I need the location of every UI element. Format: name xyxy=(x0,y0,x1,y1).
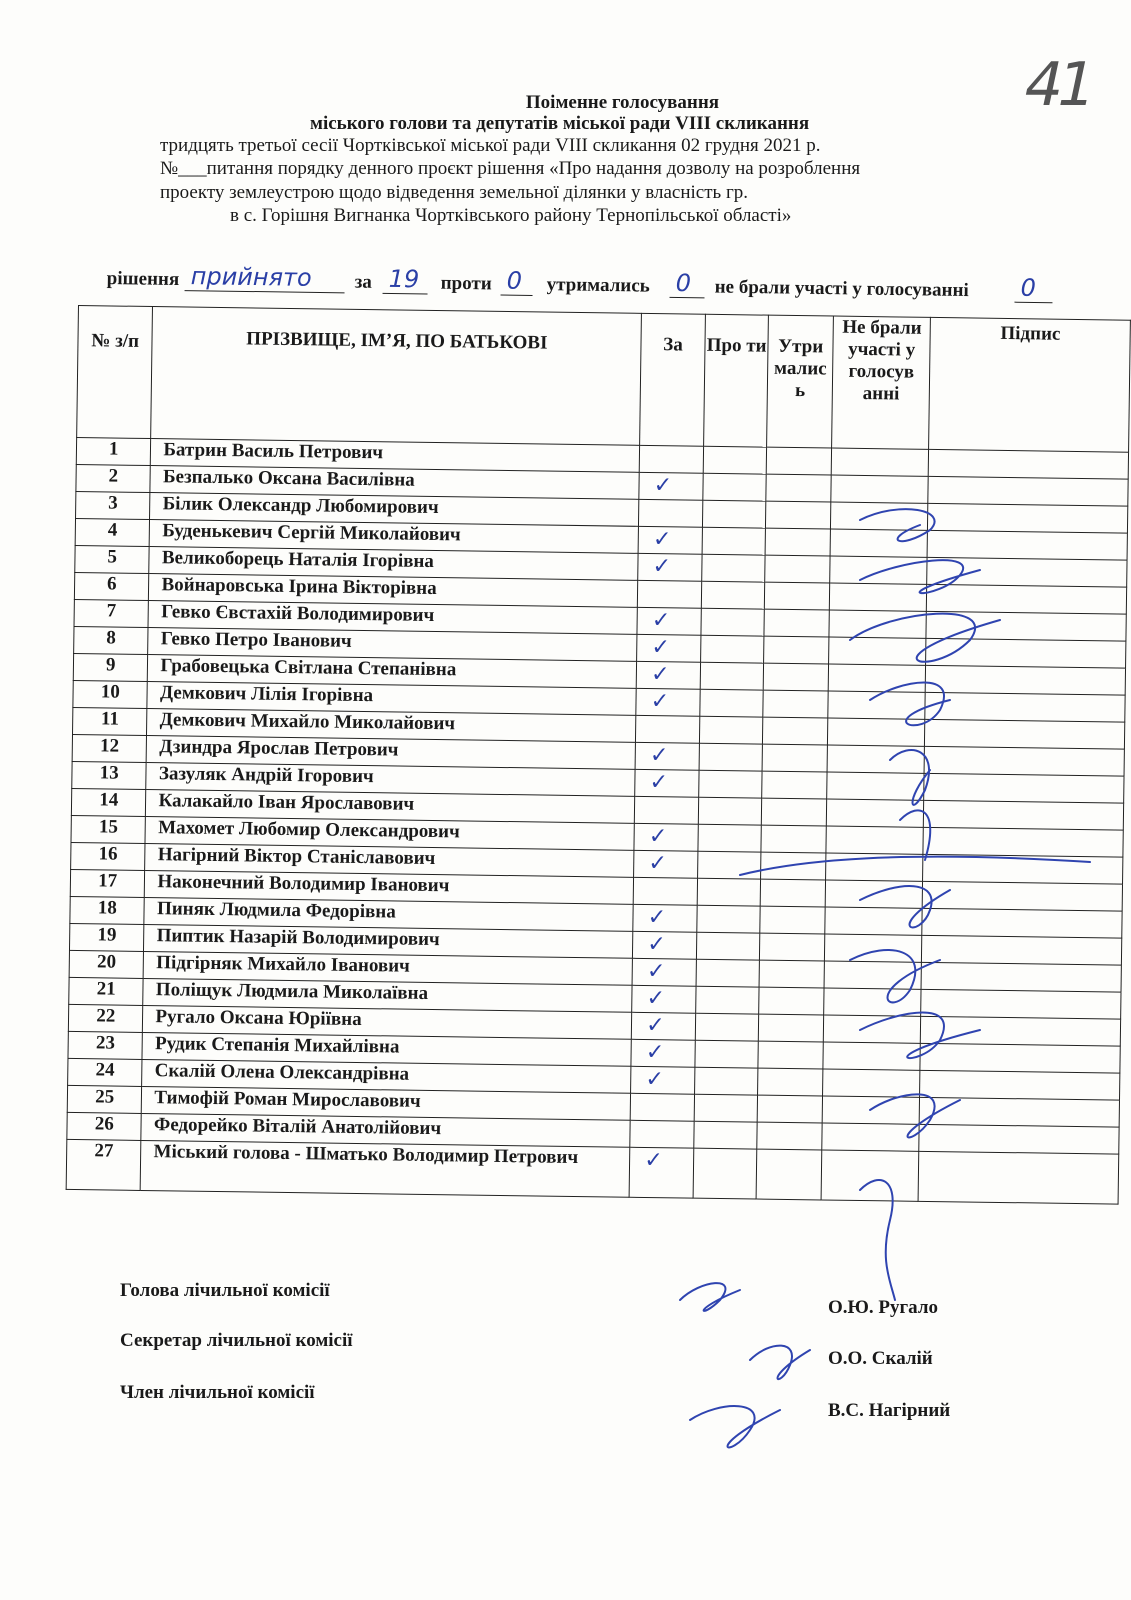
absent-label: не брали участі у голосуванні xyxy=(714,276,969,302)
vote-absent-cell xyxy=(830,529,928,557)
vote-against-cell xyxy=(697,905,761,933)
signature-cell xyxy=(926,611,1126,641)
vote-abstain-cell xyxy=(766,474,831,502)
signature-cell xyxy=(923,827,1123,857)
signature-cell xyxy=(925,692,1125,722)
check-mark-icon: ✓ xyxy=(646,1013,665,1039)
signature-cell xyxy=(924,773,1124,803)
row-name: Калакайло Іван Ярославович xyxy=(146,789,635,823)
vote-against-cell xyxy=(701,608,765,636)
row-name: Поліщук Людмила Миколаївна xyxy=(143,978,632,1012)
for-label: за xyxy=(354,271,372,293)
vote-absent-cell xyxy=(827,745,925,773)
decision-row xyxy=(106,258,1081,312)
vote-against-cell xyxy=(700,635,764,663)
vote-for-cell xyxy=(633,877,697,905)
check-mark-icon: ✓ xyxy=(649,770,669,796)
decision-label: рішення xyxy=(106,267,180,291)
session-line: тридцять третьої сесії Чортківської міської ради VIII скликання 02 грудня 2021 р. xyxy=(160,135,821,156)
vote-absent-cell xyxy=(830,502,928,530)
question-line-2: проекту землеустрою щодо відведення земельної ділянки у власність гр. xyxy=(160,182,748,203)
for-value: 19 xyxy=(388,264,420,294)
row-number: 2 xyxy=(76,464,151,492)
vote-against-cell xyxy=(698,824,762,852)
vote-for-cell xyxy=(633,904,697,932)
against-label: проти xyxy=(440,272,492,295)
row-name: Білик Олександр Любомирович xyxy=(150,493,639,527)
row-number: 16 xyxy=(71,842,146,870)
row-name: Махомет Любомир Олександрович xyxy=(145,816,634,850)
row-name: Зазуляк Андрій Ігорович xyxy=(146,763,635,797)
vote-against-cell xyxy=(701,581,765,609)
vote-absent-cell xyxy=(822,1123,920,1151)
row-name: Пиняк Людмила Федорівна xyxy=(144,897,633,931)
vote-abstain-cell xyxy=(757,1149,822,1200)
vote-abstain-cell xyxy=(764,663,829,691)
check-mark-icon: ✓ xyxy=(648,851,668,877)
question-line-1: №___питання порядку денного проєкт рішення «Про надання дозволу на розроблення xyxy=(160,158,861,179)
vote-for-cell xyxy=(636,715,700,743)
vote-against-cell xyxy=(699,743,763,771)
vote-for-cell xyxy=(635,769,699,797)
vote-abstain-cell xyxy=(760,933,825,961)
row-name: Великоборець Наталія Ігорівна xyxy=(149,547,638,581)
check-mark-icon: ✓ xyxy=(647,905,667,931)
signature-cell xyxy=(921,989,1121,1019)
check-mark-icon: ✓ xyxy=(645,1066,665,1093)
vote-absent-cell xyxy=(829,583,927,611)
vote-absent-cell xyxy=(824,988,922,1016)
vote-table-wrap xyxy=(66,305,1131,1205)
signature-cell xyxy=(922,962,1122,992)
vote-absent-cell xyxy=(825,880,923,908)
row-name: Батрин Василь Петрович xyxy=(151,439,640,473)
member-label: Член лічильної комісії xyxy=(120,1382,315,1403)
vote-for-cell xyxy=(636,661,700,689)
row-name: Тимофій Роман Мирославович xyxy=(142,1086,631,1120)
vote-for-cell xyxy=(630,1120,694,1148)
vote-against-cell xyxy=(697,878,761,906)
signature-cell xyxy=(925,746,1125,776)
row-name: Наконечний Володимир Іванович xyxy=(145,870,634,904)
row-name: Грабовецька Світлана Степанівна xyxy=(148,655,637,689)
vote-against-cell xyxy=(695,1013,759,1041)
check-mark-icon: ✓ xyxy=(650,689,670,715)
vote-against-cell xyxy=(699,716,763,744)
header-name: ПРІЗВИЩЕ, ІМ’Я, ПО БАТЬКОВІ xyxy=(151,307,642,446)
vote-for-cell xyxy=(638,580,702,608)
row-number: 17 xyxy=(70,869,145,897)
row-name: Войнаровська Ірина Вікторівна xyxy=(149,574,638,608)
vote-absent-cell xyxy=(831,475,929,503)
row-name: Безпалько Оксана Василівна xyxy=(150,466,639,500)
vote-abstain-cell xyxy=(761,852,826,880)
vote-abstain-cell xyxy=(766,501,831,529)
vote-for-cell xyxy=(631,1039,695,1067)
signature-cell xyxy=(920,1070,1120,1100)
check-mark-icon: ✓ xyxy=(650,662,670,688)
vote-abstain-cell xyxy=(757,1122,822,1150)
secretary-label: Секретар лічильної комісії xyxy=(120,1330,353,1351)
vote-for-cell xyxy=(637,634,701,662)
header-against: Про ти xyxy=(703,314,769,447)
member-name: В.С. Нагірний xyxy=(828,1400,951,1421)
header-abstain: Утри малис ь xyxy=(767,315,833,448)
vote-for-cell xyxy=(631,1066,695,1094)
vote-against-cell xyxy=(702,527,766,555)
vote-absent-cell xyxy=(826,826,924,854)
vote-against-cell xyxy=(696,932,760,960)
against-value: 0 xyxy=(506,266,523,295)
signature-cell xyxy=(927,557,1127,587)
row-name: Нагірний Віктор Станіславович xyxy=(145,843,634,877)
check-mark-icon: ✓ xyxy=(645,1040,665,1066)
signature-cell xyxy=(928,530,1128,560)
vote-absent-cell xyxy=(828,664,926,692)
vote-abstain-cell xyxy=(760,960,825,988)
vote-against-cell xyxy=(695,1040,759,1068)
vote-absent-cell xyxy=(827,718,925,746)
vote-absent-cell xyxy=(826,799,924,827)
vote-for-cell xyxy=(635,796,699,824)
vote-absent-cell xyxy=(823,1042,921,1070)
vote-absent-cell xyxy=(823,1015,921,1043)
signature-stroke xyxy=(680,1283,740,1311)
decision-value: прийнято xyxy=(190,262,312,292)
row-name: Міський голова - Шматько Володимир Петрович xyxy=(141,1140,630,1197)
absent-field xyxy=(1014,273,1052,304)
chair-label: Голова лічильної комісії xyxy=(120,1280,330,1301)
vote-for-cell xyxy=(634,850,698,878)
secretary-name: О.О. Скалій xyxy=(828,1348,933,1369)
doc-title: Поіменне голосування xyxy=(525,92,720,113)
vote-abstain-cell xyxy=(762,798,827,826)
row-number: 12 xyxy=(72,734,147,762)
vote-absent-cell xyxy=(829,637,927,665)
vote-absent-cell xyxy=(824,961,922,989)
signature-cell xyxy=(923,881,1123,911)
vote-for-cell xyxy=(630,1093,694,1121)
question-line-3: в с. Горішня Вигнанка Чортківського району Тернопільської області» xyxy=(230,205,792,226)
signature-cell xyxy=(924,800,1124,830)
vote-absent-cell xyxy=(831,448,929,476)
row-name: Демкович Лілія Ігорівна xyxy=(147,682,636,716)
row-name: Гевко Петро Іванович xyxy=(148,628,637,662)
signature-cell xyxy=(928,503,1128,533)
vote-for-cell xyxy=(639,445,703,473)
row-name: Дзиндра Ярослав Петрович xyxy=(147,736,636,770)
vote-absent-cell xyxy=(822,1096,920,1124)
vote-abstain-cell xyxy=(767,447,832,475)
header-num: № з/п xyxy=(77,306,153,439)
vote-against-cell xyxy=(694,1067,758,1095)
for-field xyxy=(383,264,428,295)
row-name: Скалій Олена Олександрівна xyxy=(142,1059,631,1093)
signature-cell xyxy=(926,665,1126,695)
vote-against-cell xyxy=(694,1121,758,1149)
vote-abstain-cell xyxy=(763,744,828,772)
abstain-field xyxy=(669,268,704,298)
signature-cell xyxy=(928,476,1128,506)
vote-against-cell xyxy=(703,446,767,474)
row-number: 13 xyxy=(72,761,147,789)
row-name: Демкович Михайло Миколайович xyxy=(147,709,636,743)
vote-for-cell xyxy=(632,958,696,986)
row-number: 1 xyxy=(76,437,151,465)
row-number: 18 xyxy=(70,896,145,924)
vote-abstain-cell xyxy=(763,690,828,718)
vote-for-cell xyxy=(635,742,699,770)
vote-absent-cell xyxy=(827,772,925,800)
page-number: 41 xyxy=(1017,50,1097,120)
row-name: Підгірняк Михайло Іванович xyxy=(144,951,633,985)
vote-abstain-cell xyxy=(759,987,824,1015)
vote-against-cell xyxy=(694,1094,758,1122)
vote-absent-cell xyxy=(829,610,927,638)
vote-abstain-cell xyxy=(762,771,827,799)
vote-abstain-cell xyxy=(765,582,830,610)
absent-value: 0 xyxy=(1020,273,1037,302)
doc-subtitle: міського голови та депутатів міської ради VIII скликання xyxy=(310,113,810,134)
check-mark-icon: ✓ xyxy=(646,959,666,985)
header-signature: Підпис xyxy=(929,317,1130,452)
vote-abstain-cell xyxy=(759,1014,824,1042)
check-mark-icon: ✓ xyxy=(644,1147,663,1174)
vote-against-cell xyxy=(700,662,764,690)
vote-against-cell xyxy=(693,1148,757,1199)
row-number: 15 xyxy=(71,815,146,843)
vote-for-cell xyxy=(629,1147,693,1198)
vote-for-cell xyxy=(638,553,702,581)
abstain-value: 0 xyxy=(675,268,692,298)
check-mark-icon: ✓ xyxy=(652,527,672,553)
vote-abstain-cell xyxy=(758,1041,823,1069)
signature-cell xyxy=(922,908,1122,938)
check-mark-icon: ✓ xyxy=(652,554,672,580)
vote-absent-cell xyxy=(828,691,926,719)
vote-abstain-cell xyxy=(758,1095,823,1123)
vote-against-cell xyxy=(695,986,759,1014)
signature-cell xyxy=(921,1016,1121,1046)
signature-stroke xyxy=(690,1406,780,1447)
row-number: 24 xyxy=(68,1058,143,1086)
vote-table xyxy=(66,305,1131,1205)
vote-for-cell xyxy=(639,499,703,527)
row-number: 22 xyxy=(68,1004,143,1032)
vote-against-cell xyxy=(703,473,767,501)
row-number: 10 xyxy=(73,680,148,708)
row-number: 20 xyxy=(69,950,144,978)
decision-field xyxy=(185,262,345,293)
vote-absent-cell xyxy=(825,907,923,935)
row-number: 7 xyxy=(74,599,149,627)
vote-for-cell xyxy=(637,607,701,635)
row-number: 25 xyxy=(67,1085,142,1113)
row-name: Ругало Оксана Юріївна xyxy=(143,1005,632,1039)
vote-for-cell xyxy=(632,1012,696,1040)
header-absent: Не брали участі у голосув анні xyxy=(832,316,931,449)
check-mark-icon: ✓ xyxy=(647,932,666,958)
check-mark-icon: ✓ xyxy=(646,986,666,1012)
row-number: 21 xyxy=(69,977,144,1005)
vote-against-cell xyxy=(702,500,766,528)
abstain-label: утримались xyxy=(546,274,650,297)
row-number: 26 xyxy=(67,1112,142,1140)
vote-against-cell xyxy=(697,851,761,879)
vote-against-cell xyxy=(700,689,764,717)
row-number: 8 xyxy=(74,626,149,654)
signature-cell xyxy=(919,1124,1119,1154)
signature-cell xyxy=(920,1097,1120,1127)
row-number: 3 xyxy=(76,491,151,519)
vote-for-cell xyxy=(639,472,703,500)
row-number: 23 xyxy=(68,1031,143,1059)
row-number: 14 xyxy=(71,788,146,816)
row-number: 6 xyxy=(74,572,149,600)
vote-against-cell xyxy=(702,554,766,582)
signature-cell xyxy=(920,1043,1120,1073)
vote-for-cell xyxy=(634,823,698,851)
vote-abstain-cell xyxy=(761,879,826,907)
vote-absent-cell xyxy=(824,934,922,962)
check-mark-icon: ✓ xyxy=(648,824,668,850)
vote-rows xyxy=(66,437,1128,1204)
signature-cell xyxy=(925,719,1125,749)
vote-for-cell xyxy=(638,526,702,554)
row-name: Федорейко Віталій Анатолійович xyxy=(141,1113,630,1147)
check-mark-icon: ✓ xyxy=(651,608,671,634)
signature-stroke xyxy=(750,1346,810,1380)
vote-abstain-cell xyxy=(761,825,826,853)
signature-cell xyxy=(929,449,1129,479)
signature-cell xyxy=(922,935,1122,965)
vote-absent-cell xyxy=(821,1150,919,1201)
vote-for-cell xyxy=(636,688,700,716)
vote-abstain-cell xyxy=(758,1068,823,1096)
check-mark-icon: ✓ xyxy=(653,473,673,499)
vote-abstain-cell xyxy=(766,528,831,556)
chair-name: О.Ю. Ругало xyxy=(828,1297,938,1318)
vote-against-cell xyxy=(698,797,762,825)
vote-abstain-cell xyxy=(764,609,829,637)
row-number: 11 xyxy=(73,707,148,735)
row-name: Буденькевич Сергій Миколайович xyxy=(150,520,639,554)
signature-cell xyxy=(927,584,1127,614)
row-name: Рудик Степанія Михайлівна xyxy=(142,1032,631,1066)
row-number: 19 xyxy=(69,923,144,951)
signature-cell xyxy=(926,638,1126,668)
vote-abstain-cell xyxy=(765,555,830,583)
vote-absent-cell xyxy=(822,1069,920,1097)
against-field xyxy=(501,266,533,296)
row-number: 5 xyxy=(75,545,150,573)
vote-absent-cell xyxy=(830,556,928,584)
row-name: Гевко Євстахій Володимирович xyxy=(148,601,637,635)
vote-abstain-cell xyxy=(764,636,829,664)
row-name: Пиптик Назарій Володимирович xyxy=(144,924,633,958)
row-number: 4 xyxy=(75,518,150,546)
vote-abstain-cell xyxy=(760,906,825,934)
check-mark-icon: ✓ xyxy=(651,635,671,661)
vote-abstain-cell xyxy=(763,717,828,745)
row-number: 27 xyxy=(66,1139,141,1190)
signature-cell xyxy=(919,1151,1119,1204)
vote-absent-cell xyxy=(825,853,923,881)
vote-for-cell xyxy=(633,931,697,959)
vote-for-cell xyxy=(632,985,696,1013)
row-number: 9 xyxy=(73,653,148,681)
check-mark-icon: ✓ xyxy=(649,743,669,769)
vote-against-cell xyxy=(698,770,762,798)
signature-cell xyxy=(923,854,1123,884)
vote-against-cell xyxy=(696,959,760,987)
header-for: За xyxy=(640,313,705,446)
